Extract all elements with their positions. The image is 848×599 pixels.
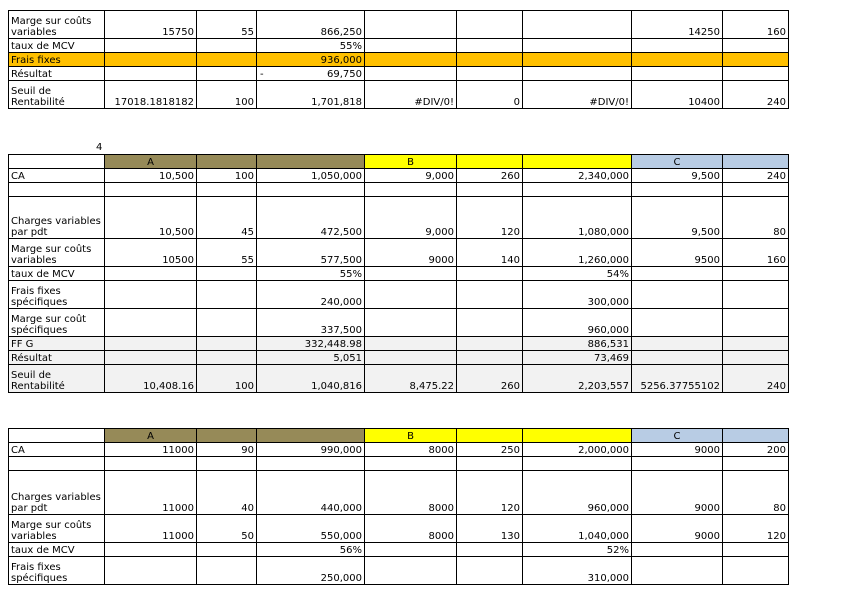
cell[interactable]: 260: [457, 365, 523, 393]
negative-sign: -: [260, 69, 264, 80]
top-table: [8, 10, 789, 109]
table-row: [9, 39, 789, 53]
cell[interactable]: [197, 351, 257, 365]
cell[interactable]: [457, 39, 523, 53]
cell[interactable]: 960,000: [523, 309, 632, 337]
cell[interactable]: 52%: [523, 543, 632, 557]
cell[interactable]: [632, 39, 723, 53]
cell[interactable]: [105, 351, 197, 365]
row-label[interactable]: taux de MCV: [9, 543, 105, 557]
cell[interactable]: 10,408.16: [105, 365, 197, 393]
scenario-table-bottom: [8, 428, 789, 585]
cell[interactable]: 17018.1818182: [105, 81, 197, 109]
cell[interactable]: 1,040,816: [257, 365, 365, 393]
cell[interactable]: [523, 183, 632, 197]
table-row: [9, 11, 789, 39]
cell[interactable]: [365, 557, 457, 585]
header-row: [9, 155, 789, 169]
table-row: [9, 351, 789, 365]
cell[interactable]: [365, 543, 457, 557]
cell[interactable]: [197, 337, 257, 351]
cell[interactable]: 2,340,000: [523, 169, 632, 183]
cell[interactable]: [723, 309, 789, 337]
cell[interactable]: 337,500: [257, 309, 365, 337]
cell[interactable]: [632, 337, 723, 351]
cell[interactable]: 5256.37755102: [632, 365, 723, 393]
cell[interactable]: 56%: [257, 543, 365, 557]
cell[interactable]: [365, 337, 457, 351]
row-label[interactable]: Seuil de Rentabilité: [9, 81, 105, 109]
cell[interactable]: 55: [197, 11, 257, 39]
table-row: [9, 267, 789, 281]
cell[interactable]: 9000: [632, 443, 723, 457]
cell[interactable]: [632, 351, 723, 365]
table-row: [9, 197, 789, 239]
product-a-header-fill[interactable]: [197, 155, 257, 169]
product-a-header[interactable]: A: [105, 429, 197, 443]
cell[interactable]: [105, 183, 197, 197]
product-a-header-fill[interactable]: [257, 429, 365, 443]
cell[interactable]: 80: [723, 471, 789, 515]
cell[interactable]: [723, 543, 789, 557]
table-row: [9, 183, 789, 197]
cell[interactable]: 120: [457, 197, 523, 239]
cell[interactable]: 160: [723, 239, 789, 267]
cell[interactable]: [457, 457, 523, 471]
cell[interactable]: [197, 557, 257, 585]
cell[interactable]: 2,203,557: [523, 365, 632, 393]
cell[interactable]: 10400: [632, 81, 723, 109]
row-label[interactable]: Seuil de Rentabilité: [9, 365, 105, 393]
cell[interactable]: 90: [197, 443, 257, 457]
table-row: [9, 515, 789, 543]
table-row: [9, 557, 789, 585]
cell[interactable]: [197, 457, 257, 471]
table-row: [9, 239, 789, 267]
cell[interactable]: [197, 267, 257, 281]
product-b-header-fill[interactable]: [523, 429, 632, 443]
cell[interactable]: 140: [457, 239, 523, 267]
cell[interactable]: 9,500: [632, 169, 723, 183]
cell[interactable]: 55%: [257, 267, 365, 281]
table-row: [9, 81, 789, 109]
cell[interactable]: 332,448.98: [257, 337, 365, 351]
cell[interactable]: 240,000: [257, 281, 365, 309]
cell[interactable]: [632, 267, 723, 281]
cell[interactable]: 14250: [632, 11, 723, 39]
product-c-header[interactable]: C: [632, 429, 723, 443]
cell[interactable]: 260: [457, 169, 523, 183]
cell[interactable]: [723, 337, 789, 351]
cell[interactable]: [723, 39, 789, 53]
cell[interactable]: [723, 53, 789, 67]
cell[interactable]: 8,475.22: [365, 365, 457, 393]
cell[interactable]: 440,000: [257, 471, 365, 515]
cell[interactable]: 120: [457, 471, 523, 515]
cell[interactable]: #DIV/0!: [523, 81, 632, 109]
table-row: [9, 543, 789, 557]
cell[interactable]: [105, 309, 197, 337]
table-row: [9, 309, 789, 337]
cell[interactable]: [523, 67, 632, 81]
row-label[interactable]: Frais fixes spécifiques: [9, 281, 105, 309]
table-row: [9, 457, 789, 471]
cell[interactable]: [723, 67, 789, 81]
product-b-header-fill[interactable]: [457, 155, 523, 169]
cell[interactable]: 577,500: [257, 239, 365, 267]
product-c-header-fill[interactable]: [723, 155, 789, 169]
cell[interactable]: 80: [723, 197, 789, 239]
cell[interactable]: [365, 267, 457, 281]
cell[interactable]: [457, 53, 523, 67]
cell[interactable]: 100: [197, 81, 257, 109]
cell[interactable]: [457, 309, 523, 337]
row-label[interactable]: taux de MCV: [9, 267, 105, 281]
cell[interactable]: [632, 53, 723, 67]
cell[interactable]: [365, 351, 457, 365]
cell[interactable]: [197, 543, 257, 557]
cell[interactable]: 9,500: [632, 197, 723, 239]
cell[interactable]: [365, 281, 457, 309]
cell[interactable]: [523, 53, 632, 67]
cell[interactable]: 250,000: [257, 557, 365, 585]
cell[interactable]: 160: [723, 11, 789, 39]
row-label[interactable]: FF G: [9, 337, 105, 351]
cell[interactable]: 10500: [105, 239, 197, 267]
cell[interactable]: 11000: [105, 443, 197, 457]
cell[interactable]: 250: [457, 443, 523, 457]
cell[interactable]: [365, 11, 457, 39]
cell[interactable]: [457, 337, 523, 351]
cell[interactable]: 120: [723, 515, 789, 543]
cell[interactable]: [105, 543, 197, 557]
cell[interactable]: 15750: [105, 11, 197, 39]
cell[interactable]: [365, 53, 457, 67]
product-b-header-fill[interactable]: [523, 155, 632, 169]
cell[interactable]: [197, 309, 257, 337]
cell[interactable]: 310,000: [523, 557, 632, 585]
scenario-table: [8, 154, 789, 393]
header-row: [9, 429, 789, 443]
row-label[interactable]: Frais fixes: [9, 53, 105, 67]
table-row: [9, 443, 789, 457]
cell[interactable]: [257, 183, 365, 197]
cell[interactable]: [197, 67, 257, 81]
cell[interactable]: 1,080,000: [523, 197, 632, 239]
cell[interactable]: 100: [197, 169, 257, 183]
cell[interactable]: 45: [197, 197, 257, 239]
top-table-body: [9, 11, 789, 109]
cell[interactable]: 130: [457, 515, 523, 543]
cell[interactable]: 960,000: [523, 471, 632, 515]
cell[interactable]: 0: [457, 81, 523, 109]
table-row: [9, 67, 789, 81]
cell[interactable]: 9,000: [365, 197, 457, 239]
cell[interactable]: 300,000: [523, 281, 632, 309]
cell[interactable]: [523, 11, 632, 39]
cell[interactable]: [632, 309, 723, 337]
scenario-number: 4: [96, 142, 103, 153]
cell[interactable]: [457, 183, 523, 197]
cell[interactable]: 1,260,000: [523, 239, 632, 267]
cell[interactable]: 2,000,000: [523, 443, 632, 457]
cell[interactable]: 10,500: [105, 169, 197, 183]
row-label[interactable]: taux de MCV: [9, 39, 105, 53]
cell[interactable]: [457, 281, 523, 309]
cell[interactable]: [723, 267, 789, 281]
cell[interactable]: 9,000: [365, 169, 457, 183]
cell[interactable]: [257, 67, 365, 81]
cell[interactable]: 54%: [523, 267, 632, 281]
cell[interactable]: 886,531: [523, 337, 632, 351]
row-label[interactable]: Charges variables par pdt: [9, 197, 105, 239]
table-row: [9, 337, 789, 351]
cell[interactable]: 40: [197, 471, 257, 515]
row-label[interactable]: [9, 183, 105, 197]
cell[interactable]: 240: [723, 81, 789, 109]
row-label[interactable]: [9, 457, 105, 471]
cell[interactable]: [365, 183, 457, 197]
cell[interactable]: 866,250: [257, 11, 365, 39]
cell[interactable]: [105, 281, 197, 309]
cell[interactable]: [105, 457, 197, 471]
cell[interactable]: 240: [723, 365, 789, 393]
cell-value: 69,750: [327, 69, 362, 80]
scenario-table-bottom-body: [9, 429, 789, 585]
cell[interactable]: [257, 457, 365, 471]
cell[interactable]: [632, 183, 723, 197]
cell[interactable]: 8000: [365, 471, 457, 515]
cell[interactable]: 200: [723, 443, 789, 457]
cell[interactable]: 11000: [105, 515, 197, 543]
product-b-header[interactable]: B: [365, 155, 457, 169]
table-row: [9, 365, 789, 393]
cell[interactable]: [457, 11, 523, 39]
cell[interactable]: [105, 557, 197, 585]
cell[interactable]: [632, 67, 723, 81]
row-label[interactable]: Marge sur coûts variables: [9, 11, 105, 39]
cell[interactable]: 8000: [365, 515, 457, 543]
cell[interactable]: [105, 67, 197, 81]
cell[interactable]: 990,000: [257, 443, 365, 457]
scenario-table-body: [9, 155, 789, 393]
cell[interactable]: [457, 543, 523, 557]
cell[interactable]: 550,000: [257, 515, 365, 543]
product-a-header[interactable]: A: [105, 155, 197, 169]
cell[interactable]: 50: [197, 515, 257, 543]
cell[interactable]: [197, 39, 257, 53]
cell[interactable]: [457, 267, 523, 281]
cell[interactable]: [197, 281, 257, 309]
table-row: [9, 471, 789, 515]
cell[interactable]: [632, 457, 723, 471]
cell[interactable]: [365, 67, 457, 81]
table-row: [9, 169, 789, 183]
cell[interactable]: 1,701,818: [257, 81, 365, 109]
header-blank[interactable]: [9, 155, 105, 169]
cell[interactable]: 936,000: [257, 53, 365, 67]
cell[interactable]: [457, 351, 523, 365]
cell[interactable]: [197, 53, 257, 67]
cell[interactable]: [105, 53, 197, 67]
cell[interactable]: [105, 39, 197, 53]
row-label[interactable]: CA: [9, 443, 105, 457]
product-a-header-fill[interactable]: [257, 155, 365, 169]
cell[interactable]: [365, 457, 457, 471]
row-label[interactable]: Résultat: [9, 67, 105, 81]
cell[interactable]: 240: [723, 169, 789, 183]
cell[interactable]: 100: [197, 365, 257, 393]
cell[interactable]: [197, 183, 257, 197]
cell[interactable]: 55%: [257, 39, 365, 53]
product-c-header[interactable]: C: [632, 155, 723, 169]
cell[interactable]: [723, 457, 789, 471]
cell[interactable]: [723, 281, 789, 309]
cell[interactable]: [105, 267, 197, 281]
table-row: [9, 281, 789, 309]
row-label[interactable]: Marge sur coûts variables: [9, 515, 105, 543]
row-label[interactable]: Marge sur coûts variables: [9, 239, 105, 267]
cell[interactable]: 9000: [632, 515, 723, 543]
cell[interactable]: [723, 183, 789, 197]
row-label[interactable]: Résultat: [9, 351, 105, 365]
header-blank[interactable]: [9, 429, 105, 443]
product-a-header-fill[interactable]: [197, 429, 257, 443]
product-c-header-fill[interactable]: [723, 429, 789, 443]
cell[interactable]: [723, 557, 789, 585]
cell[interactable]: [632, 543, 723, 557]
row-label[interactable]: Marge sur coût spécifiques: [9, 309, 105, 337]
product-b-header-fill[interactable]: [457, 429, 523, 443]
cell[interactable]: [365, 309, 457, 337]
cell[interactable]: [105, 337, 197, 351]
cell[interactable]: [632, 281, 723, 309]
cell[interactable]: 5,051: [257, 351, 365, 365]
cell[interactable]: 55: [197, 239, 257, 267]
cell[interactable]: [365, 39, 457, 53]
cell[interactable]: 9500: [632, 239, 723, 267]
row-label[interactable]: Frais fixes spécifiques: [9, 557, 105, 585]
cell[interactable]: 10,500: [105, 197, 197, 239]
cell[interactable]: 1,050,000: [257, 169, 365, 183]
cell[interactable]: [457, 67, 523, 81]
row-label[interactable]: Charges variables par pdt: [9, 471, 105, 515]
cell[interactable]: 9000: [365, 239, 457, 267]
cell[interactable]: 1,040,000: [523, 515, 632, 543]
cell[interactable]: 472,500: [257, 197, 365, 239]
cell[interactable]: #DIV/0!: [365, 81, 457, 109]
cell[interactable]: [457, 557, 523, 585]
cell[interactable]: 73,469: [523, 351, 632, 365]
cell[interactable]: 8000: [365, 443, 457, 457]
cell[interactable]: [723, 351, 789, 365]
cell[interactable]: 11000: [105, 471, 197, 515]
row-label[interactable]: CA: [9, 169, 105, 183]
cell[interactable]: [523, 457, 632, 471]
cell[interactable]: [523, 39, 632, 53]
table-row: [9, 53, 789, 67]
product-b-header[interactable]: B: [365, 429, 457, 443]
cell[interactable]: [632, 557, 723, 585]
cell[interactable]: 9000: [632, 471, 723, 515]
